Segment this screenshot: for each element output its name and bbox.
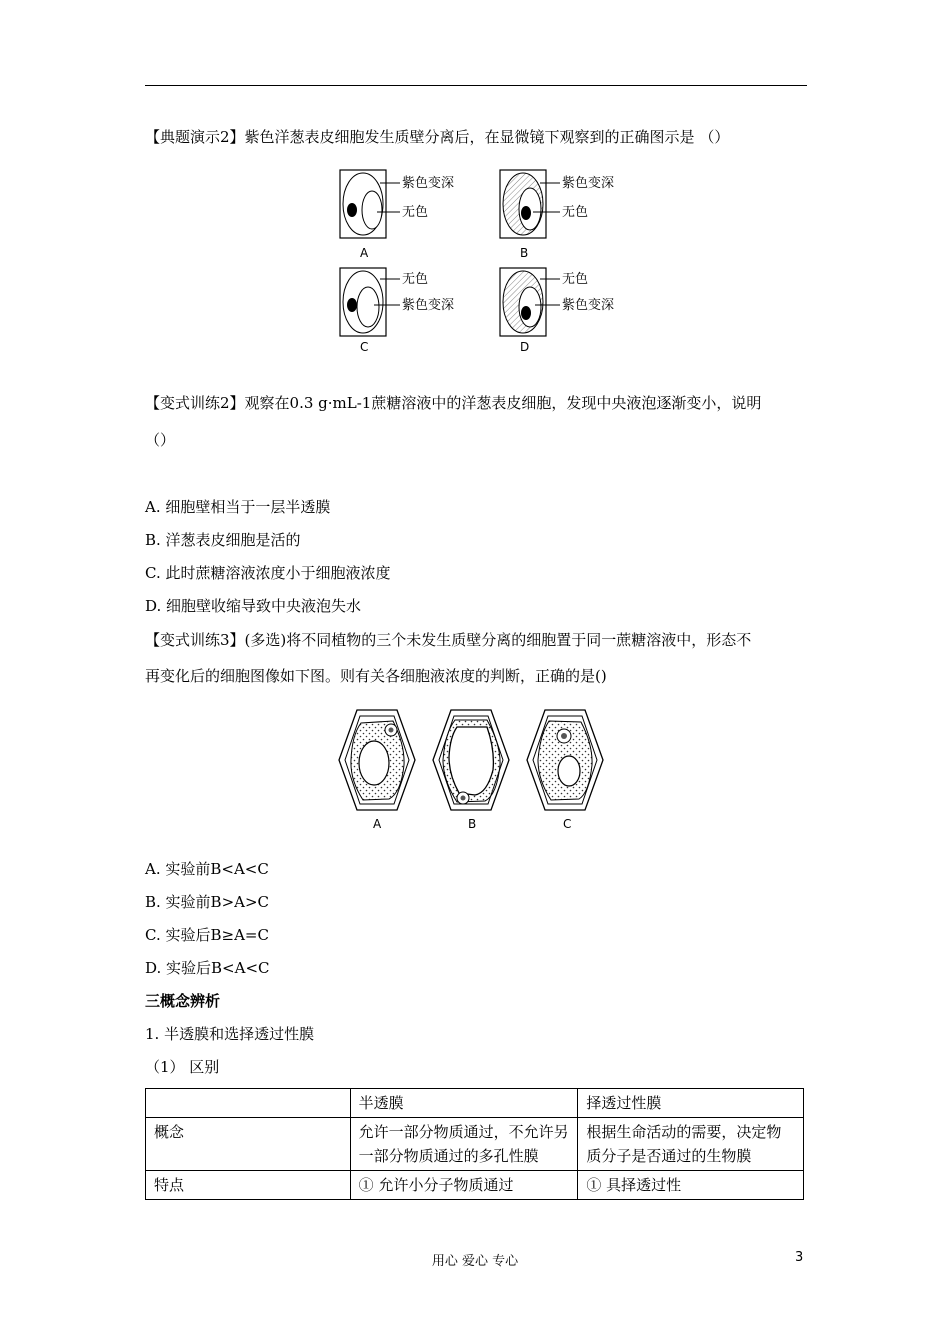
- hex-cell-c: [527, 710, 603, 831]
- letter-c: C: [360, 340, 369, 354]
- page-number: 3: [795, 1250, 804, 1265]
- label-b-bottom: 无色: [562, 205, 589, 220]
- table-cell: 根据生命活动的需要，决定物质分子是否通过的生物膜: [578, 1118, 804, 1171]
- hex-cell-b: [433, 710, 509, 831]
- hex-letter-a: A: [373, 817, 382, 831]
- question-variant-2-line1: 【变式训练2】观察在0.3 g·mL-1蔗糖溶液中的洋葱表皮细胞，发现中央液泡逐渐变小，说明: [145, 394, 762, 412]
- label-d-top: 无色: [562, 272, 589, 287]
- section-title: 三概念辨析: [145, 992, 221, 1010]
- table-cell: 允许一部分物质通过，不允许另一部分物质通过的多孔性膜: [350, 1118, 578, 1171]
- cell-figure-d: [500, 268, 614, 354]
- label-a-top: 紫色变深: [402, 176, 455, 191]
- header-rule: [145, 85, 807, 86]
- section-sub-1: （1） 区别: [145, 1058, 220, 1076]
- table-header-cell: 择透过性膜: [578, 1089, 804, 1118]
- label-a-bottom: 无色: [402, 205, 429, 220]
- hex-letter-c: C: [563, 817, 572, 831]
- table-row: [146, 1118, 804, 1171]
- table-row: [146, 1171, 804, 1200]
- table-cell: 特点: [146, 1171, 351, 1200]
- question-variant-2-line2: （）: [145, 431, 176, 449]
- cell-figure-b: [500, 170, 614, 260]
- comparison-table: [145, 1088, 804, 1200]
- label-c-top: 无色: [402, 272, 429, 287]
- option-3b: B. 实验前B>A>C: [145, 893, 270, 911]
- hex-cell-a: [339, 710, 415, 831]
- table-header-row: [146, 1089, 804, 1118]
- option-b: B. 洋葱表皮细胞是活的: [145, 531, 301, 549]
- label-c-bottom: 紫色变深: [402, 298, 455, 313]
- label-d-bottom: 紫色变深: [562, 298, 615, 313]
- letter-b: B: [520, 246, 529, 260]
- option-3c: C. 实验后B≥A=C: [145, 926, 269, 944]
- option-3a: A. 实验前B<A<C: [145, 860, 269, 878]
- question-example-2: 【典题演示2】紫色洋葱表皮细胞发生质壁分离后，在显微镜下观察到的正确图示是 （）: [145, 128, 730, 146]
- label-b-top: 紫色变深: [562, 176, 615, 191]
- table-header-cell: 半透膜: [350, 1089, 578, 1118]
- hex-letter-b: B: [468, 817, 477, 831]
- option-a: A. 细胞壁相当于一层半透膜: [145, 498, 331, 516]
- page-footer: 用心 爱心 专心: [431, 1254, 519, 1269]
- letter-a: A: [360, 246, 369, 260]
- plasmolysis-figure: [330, 165, 630, 355]
- table-cell: ① 允许小分子物质通过: [350, 1171, 578, 1200]
- question-variant-3-line1: 【变式训练3】(多选)将不同植物的三个未发生质壁分离的细胞置于同一蔗糖溶液中，形态不: [145, 631, 752, 649]
- question-variant-3-line2: 再变化后的细胞图像如下图。则有关各细胞液浓度的判断，正确的是(): [145, 667, 607, 685]
- option-d: D. 细胞壁收缩导致中央液泡失水: [145, 597, 362, 615]
- option-3d: D. 实验后B<A<C: [145, 959, 270, 977]
- letter-d: D: [520, 340, 530, 354]
- hexagon-cells-figure: [335, 705, 615, 835]
- cell-figure-c: [340, 268, 454, 354]
- table-cell: 概念: [146, 1118, 351, 1171]
- option-c: C. 此时蔗糖溶液浓度小于细胞液浓度: [145, 564, 391, 582]
- table-header-cell: [146, 1089, 351, 1118]
- section-item-1: 1. 半透膜和选择透过性膜: [145, 1025, 315, 1043]
- cell-figure-a: [340, 170, 454, 260]
- table-cell: ① 具择透过性: [578, 1171, 804, 1200]
